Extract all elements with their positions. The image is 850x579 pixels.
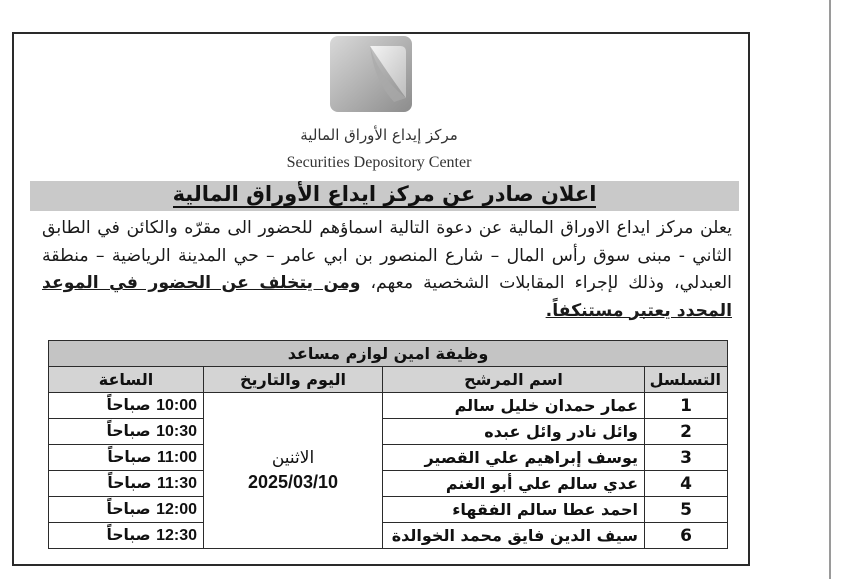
row-number: 3 [645, 445, 728, 471]
announcement-body [42, 215, 732, 325]
announcement-title [30, 182, 739, 206]
row-number: 6 [645, 523, 728, 549]
announcement-title-text: اعلان صادر عن مركز ايداع الأوراق المالية [172, 182, 597, 206]
candidate-name: سيف الدين فايق محمد الخوالدة [383, 523, 645, 549]
announcement-body-text: يعلن مركز ايداع الاوراق المالية عن دعوة التالية اسماؤهم للحضور الى مقرّه والكائن في الطابق الثاني - مبنى سوق رأس المال – شارع المنصور بن ابي عامر – حي المدينة الرياضية – منطقة العبدلي، وذلك لإجراء المقابلات الشخصية معهم، [42, 218, 732, 293]
sdc-logo-icon [330, 36, 412, 112]
candidate-name: احمد عطا سالم الفقهاء [383, 497, 645, 523]
table-header-row [49, 367, 728, 393]
row-number: 5 [645, 497, 728, 523]
announcement-warning: ومن يتخلف عن الحضور في الموعد المحدد يعتبر مستنكفاً. [42, 273, 732, 321]
interview-date: 2025/03/10 [247, 472, 339, 492]
column-header-candidate: اسم المرشح [383, 367, 645, 393]
table-row [49, 471, 728, 497]
table-row [49, 393, 728, 419]
org-name-arabic: مركز إيداع الأوراق المالية [300, 126, 458, 144]
candidate-name: يوسف إبراهيم علي القصير [383, 445, 645, 471]
column-header-serial: التسلسل [645, 367, 728, 393]
interview-time: 12:30 صباحاً [49, 523, 204, 549]
interview-schedule-table [48, 340, 728, 549]
job-title: وظيفة امين لوازم مساعد [49, 341, 728, 367]
candidate-name: عدي سالم علي أبو الغنم [383, 471, 645, 497]
interview-time: 11:30 صباحاً [49, 471, 204, 497]
job-title-row [49, 341, 728, 367]
row-number: 2 [645, 419, 728, 445]
table-row [49, 497, 728, 523]
interview-time: 10:30 صباحاً [49, 419, 204, 445]
column-header-time: الساعة [49, 367, 204, 393]
table-row [49, 523, 728, 549]
interview-day-date [204, 393, 383, 549]
table-row [49, 445, 728, 471]
candidate-name: وائل نادر وائل عبده [383, 419, 645, 445]
title-band [30, 181, 739, 211]
column-header-day-date: اليوم والتاريخ [204, 367, 383, 393]
row-number: 4 [645, 471, 728, 497]
announcement-frame [12, 32, 750, 566]
interview-time: 10:00 صباحاً [49, 393, 204, 419]
candidate-name: عمار حمدان خليل سالم [383, 393, 645, 419]
row-number: 1 [645, 393, 728, 419]
interview-time: 12:00 صباحاً [49, 497, 204, 523]
table-row [49, 419, 728, 445]
page-edge-rule [829, 0, 831, 579]
interview-day: الاثنين [271, 448, 315, 468]
org-name-english: Securities Depository Center [286, 154, 472, 171]
interview-time: 11:00 صباحاً [49, 445, 204, 471]
